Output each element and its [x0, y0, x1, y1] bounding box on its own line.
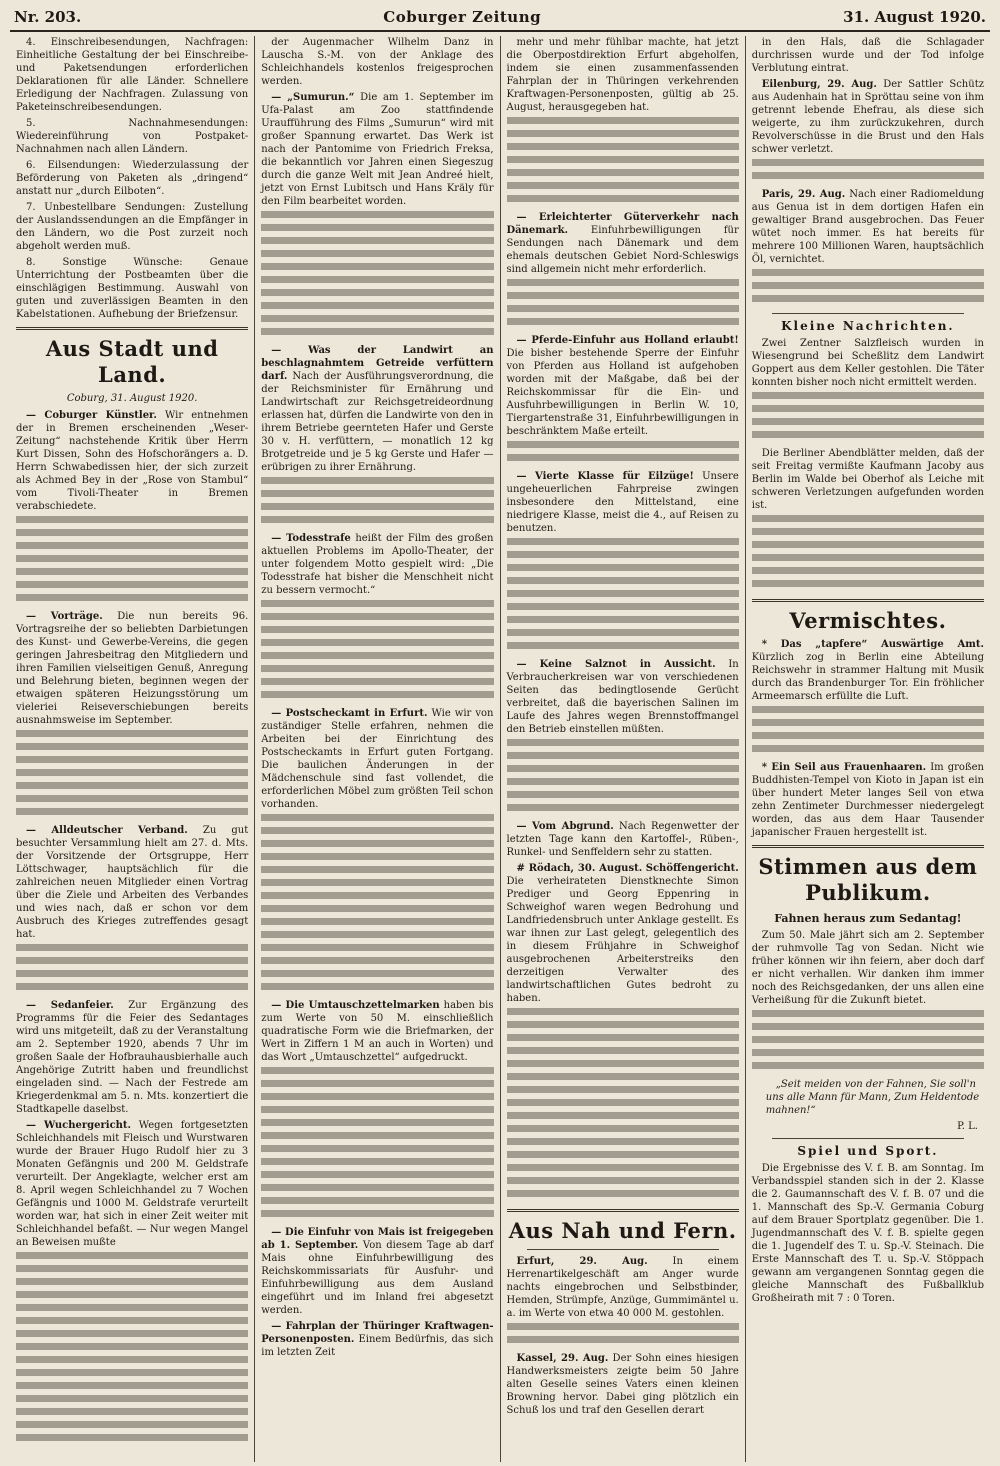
article-landwirt [261, 344, 493, 474]
article-body: Nach der Ausführungsverordnung, die der Reichsminister für Ernährung und Landwirtschaft zur Reichsgetreideordnung erlassen hat, dürfen die Landwirte von den in ihrem Betriebe geernteten Hafer und Gerste 30 v. H. verfüttern, — monatlich 12 kg Brotgetreide und je 5 kg Gerste und Hafer — erübrigen zu ihrer Ernährung. [261, 371, 494, 473]
divider [752, 599, 984, 602]
illegible-text [507, 538, 739, 655]
article-eilenburg [752, 78, 984, 156]
masthead [10, 8, 990, 32]
divider [16, 327, 248, 330]
article-heading: — Vom Abgrund. [516, 821, 614, 832]
dateline: Coburg, 31. August 1920. [66, 393, 198, 404]
issue-date: 31. August 1920. [843, 8, 986, 26]
poem-lines: „Seit meiden von der Fahnen, Sie soll'n uns alle Mann für Mann, Zum Heldentode mahnen!“ [765, 1079, 980, 1116]
illegible-text [261, 814, 493, 996]
divider [527, 1249, 719, 1250]
article-umtausch [261, 999, 493, 1064]
article-heading: — Postscheckamt in Erfurt. [271, 708, 428, 719]
article-daenemark [507, 211, 739, 276]
illegible-text [16, 730, 248, 821]
article-body: haben bis zum Werte von 50 M. einschließlich quadratische Form wie die Briefmarken, der Wert in Ziffern 1 M an auch in Worten) und das Wort „Umtauschzettel“ aufgedruckt. [261, 1000, 494, 1063]
article-body: Zur Ergänzung des Programms für die Feier des Sedantages wird uns mitgeteilt, daß zu der Veranstaltung am 2. September 1920, abends 7 Uhr im großen Saale der Hofbrauhausbierhalle auch Angehörige Zutritt haben und freundlichst eingeladen sind. — Nach der Festrede am Kriegerdenkmal am 5. n. Mts. konzertiert die Stadtkapelle daselbst. [16, 1000, 249, 1115]
article-body: Die bisher bestehende Sperre der Einfuhr von Pferden aus Holland ist aufgehoben worden mit der Maßgabe, daß bei der Reichskommissar für die Ein- und Ausfuhrbewilligungen in Berlin W. 10, Tiergartenstraße 31, Einfuhrbewilligungen in beschränktem Maße erteilt. [506, 348, 739, 437]
illegible-text [261, 1067, 493, 1223]
illegible-text [507, 1008, 739, 1203]
article-heading: Eilenburg, 29. Aug. [761, 79, 877, 90]
article-body: Wie wir von zuständiger Stelle erfahren, nehmen die Arbeiten bei der Einrichtung des Postscheckamts in Erfurt guten Fortgang. Die baulichen Änderungen in der Mädchenschule sind fast vollendet, die erforderlichen Möbel zum größten Teil schon vorhanden. [261, 708, 494, 810]
article-body: Im großen Buddhisten-Tempel von Kioto in Japan ist ein über hundert Meter langes Seil von etwa zehn Zentimeter Durchmesser niedergelegt worden, das aus dem Haar Tausender japanischer Frauen hergestellt ist. [751, 762, 984, 838]
article-heading: — Vorträge. [26, 611, 103, 622]
illegible-text [507, 279, 739, 331]
issue-number: Nr. 203. [14, 8, 82, 26]
brief-item: Die Berliner Abendblätter melden, daß der seit Freitag vermißte Kaufmann Jacoby aus Berlin im Walde bei Oberhof als Leiche mit schweren Verletzungen aufgefunden worden ist. [751, 448, 984, 511]
illegible-text [752, 392, 984, 444]
postal-item-4: 4. Einschreibesendungen, Nachfragen: Einheitliche Gestaltung der bei Einschreibe- und Paketsendungen erforderlichen Deklarationen für alle Länder. Schnellere Erledigung der Nachfragen. Zulassung von Paketeinschreibesendungen. [16, 37, 249, 113]
article-body: Der Sattler Schütz aus Audenhain hat in Spröttau seine von ihm getrennt lebende Ehefrau, als diese sich weigerte, zu ihm zurückzukehren, durch Revolverschüsse in die Brust und den Hals schwer verletzt. [751, 79, 984, 155]
article-heading: — Todesstrafe [271, 533, 351, 544]
article-body: Wir entnehmen der in Bremen erscheinenden „Weser-Zeitung“ nachstehende Kritik über Herrn Kurt Dissen, Sohn des Hofschorängers a. D. Herrn Schwabedissen hier, der sich zurzeit als Achmed Bey in der „Rose von Stambul“ vom Tivoli-Theater in Bremen verabschiedete. [16, 410, 249, 512]
article-body: Einfuhrbewilligungen für Sendungen nach Dänemark und dem ehemals deutschen Gebiet Nord-Schleswigs sind allgemein nicht mehr erforderlich. [506, 225, 739, 275]
section-head-kleine: Kleine Nachrichten. [781, 319, 955, 333]
illegible-text [261, 477, 493, 529]
postal-item-5: 5. Nachnahmesendungen: Wiedereinführung von Postpaket-Nachnahmen nach allen Ländern. [16, 118, 249, 155]
section-head-stadt-land: Aus Stadt und Land. [45, 336, 219, 387]
illegible-text [507, 441, 739, 467]
article-kraftwagen [261, 1320, 493, 1359]
article-body: Unsere ungeheuerlichen Fahrpreise zwingen insbesondere den Mittelstand, eine niedrigere Klasse, meist die 4., auf Reisen zu benutzen. [506, 471, 739, 534]
article-heading: — Die Einfuhr von Mais ist freigegeben ab 1. September. [261, 1227, 494, 1251]
section-head-stimmen: Stimmen aus dem Publikum. [758, 854, 978, 905]
article-body: Zu gut besuchter Versammlung hielt am 27. d. Mts. der Vorsitzende der Ortsgruppe, Herr Löttschwager, hauptsächlich für die zahlreichen neuen Mitglieder einen Vortrag über die Ziele und Arbeiten des Verbandes und wies nach, daß er schon vor dem Ausbruch des Krieges zutreffendes gesagt hat. [16, 825, 249, 940]
letter-body: Zum 50. Male jährt sich am 2. September der ruhmvolle Tag von Sedan. Nicht wie früher können wir ihn feiern, aber doch darf er nicht verhallen. Wir danken ihm immer noch des Reichsgedanken, der uns allen eine Verheißung für die Zukunft bietet. [751, 930, 984, 1006]
article-continuation: der Augenmacher Wilhelm Danz in Lauscha S.-M. von der Anklage des Schleichhandels kostenlos freigesprochen werden. [261, 37, 494, 87]
article-body: Nach Regenwetter der letzten Tage kann den Kartoffel-, Rüben-, Runkel- und Senffeldern sehr zu statten. [506, 821, 739, 858]
article-heading: — Erleichterter Güterverkehr nach Dänemark. [506, 212, 739, 236]
article-sedan [16, 999, 248, 1116]
article-heading: — Fahrplan der Thüringer Kraftwagen-Personenposten. [261, 1321, 494, 1345]
section-head-vermischtes: Vermischtes. [789, 608, 947, 633]
sport-report: Die Ergebnisse des V. f. B. am Sonntag. Im Verbandsspiel standen sich in der 2. Klasse die 2. Gaumannschaft des V. f. B. 07 und die 1. Mannschaft des Sp.-V. Germania Coburg auf dem Brauer Sportplatz gegenüber. Die 1. Jugendmannschaft des V. f. B. spielte gegen die 1. Jugendelf des T. u. Sp.-V. Steinach. Die Erste Mannschaft des T. u. Sp.-V. Stöppach gewann am vergangenen Sonntag gegen die gleiche Mannschaft des Fußballklub Großheirath mit 7 : 0 Toren. [751, 1163, 984, 1304]
column-4 [746, 36, 990, 1462]
newspaper-title: Coburger Zeitung [383, 8, 542, 26]
article-body: Der Sohn eines hiesigen Handwerksmeisters zeigte beim 50 Jahre alten Geselle seines Vaters einen kleinen Browning hervor. Dabei ging plötzlich ein Schuß los und traf den Gesellen derart [506, 1353, 739, 1416]
article-heading: — Was der Landwirt an beschlagnahmtem Getreide verfüttern darf. [261, 345, 494, 382]
section-head-nah-fern: Aus Nah und Fern. [508, 1218, 737, 1243]
article-heading: — Alldeutscher Verband. [26, 825, 188, 836]
column-1 [10, 36, 255, 1462]
article-body: In einem Herrenartikelgeschäft am Anger wurde nachts eingebrochen und Selbstbinder, Hemden, Strümpfe, Anzüge, Gummimäntel u. a. im Werte von etwa 40 000 M. gestohlen. [506, 1256, 739, 1319]
article-erfurt [507, 1255, 739, 1320]
article-scheckamt [261, 707, 493, 811]
article-heading: — Sedanfeier. [26, 1000, 114, 1011]
article-heading: — „Sumurun.“ [271, 92, 355, 103]
article-continuation: mehr und mehr fühlbar machte, hat jetzt die Oberpostdirektion Erfurt abgeholfen, indem sie einen zusammenfassenden Fahrplan der in Thüringen verkehrenden Kraftwagen-Personenposten, gültig ab 25. August, herausgegeben hat. [506, 37, 739, 113]
article-todesstrafe [261, 532, 493, 597]
article-subheading: Schöffengericht. [645, 863, 739, 874]
divider [507, 1209, 739, 1212]
article-salz [507, 658, 739, 736]
article-paris [752, 188, 984, 266]
article-heading: — Vierte Klasse für Eilzüge! [516, 471, 694, 482]
brief-item: Zwei Zentner Salzfleisch wurden in Wiesengrund bei Scheßlitz dem Landwirt Goppert aus dem Keller gestohlen. Die Täter konnten bisher noch nicht ermittelt werden. [751, 338, 984, 388]
article-heading: — Coburger Künstler. [26, 410, 157, 421]
article-body: Die nun bereits 96. Vortragsreihe der so beliebten Darbietungen des Kunst- und Gewerbe-Vereins, die gegen geringen Jahresbeitrag den Mitgliedern und ihren Familien vielseitigen Genuß, Anregung und Belehrung bieten, beginnen wegen der etwaigen späteren Heizungsstörung um vieleriei Reiseverschiebungen bereits ausnahmsweise im September. [16, 611, 249, 726]
divider [772, 313, 964, 314]
article-body: Einem Bedürfnis, das sich im letzten Zeit [261, 1334, 494, 1358]
illegible-text [507, 1323, 739, 1349]
article-heading: Erfurt, 29. Aug. [516, 1256, 648, 1267]
article-klasse [507, 470, 739, 535]
illegible-text [507, 739, 739, 817]
article-sumurun [261, 91, 493, 208]
columns [10, 36, 990, 1462]
article-abgrund [507, 820, 739, 859]
divider [772, 1138, 964, 1139]
article-body: Wegen fortgesetzten Schleichhandels mit Fleisch und Wurstwaren wurde der Brauer Hugo Rudolf hier zu 3 Monaten Gefängnis und 200 M. Geldstrafe verurteilt. Der Angeklagte, welcher erst am 8. April wegen Schleichhandel zu 7 Wochen Gefängnis und 1000 M. Geldstrafe verurteilt worden war, hat sich in einer Zeit weiter mit Schleichhandel befaßt. — Nur wegen Mangel an Beweisen mußte [16, 1120, 249, 1248]
article-heading: * Ein Seil aus Frauenhaaren. [761, 762, 927, 773]
article-kuenstler [16, 409, 248, 513]
article-heading: # Rödach, 30. August. [516, 863, 643, 874]
postal-item-6: 6. Eilsendungen: Wiederzulassung der Beförderung von Paketen als „dringend“ anstatt nur „durch Eilboten“. [16, 160, 249, 197]
illegible-text [16, 944, 248, 996]
article-heading: Paris, 29. Aug. [761, 189, 846, 200]
article-heading: — Keine Salznot in Aussicht. [516, 659, 716, 670]
column-2 [255, 36, 500, 1462]
column-3 [501, 36, 746, 1462]
illegible-text [752, 515, 984, 593]
article-heading: — Die Umtauschzettelmarken [271, 1000, 440, 1011]
article-kassel [507, 1352, 739, 1417]
article-heading: Kassel, 29. Aug. [516, 1353, 609, 1364]
divider [752, 845, 984, 848]
article-body: Kürzlich zog in Berlin eine Abteilung Reichswehr in strammer Haltung mit Musik durch das Brandenburger Tor. Ein fröhlicher Armeemarsch erfüllte die Luft. [751, 652, 984, 702]
article-continuation: in den Hals, daß die Schlagader durchrissen wurde und der Tod infolge Verblutung eintrat. [751, 37, 984, 74]
illegible-text [752, 269, 984, 308]
illegible-text [16, 1252, 248, 1447]
section-head-sport: Spiel und Sport. [797, 1144, 939, 1158]
article-body: heißt der Film des großen aktuellen Problems im Apollo-Theater, der unter folgendem Motto gespielt wird: „Die Todesstrafe hat bisher die Menschheit nicht zu bessern vermocht.“ [261, 533, 494, 596]
article-heading: — Wuchergericht. [26, 1120, 132, 1131]
illegible-text [752, 706, 984, 758]
illegible-text [752, 159, 984, 185]
article-body: Nach einer Radiomeldung aus Genua ist in dem dortigen Hafen ein gewaltiger Brand ausgebrochen. Das Feuer wütet noch immer. Es hat bereits für mehrere 100 Millionen Waren, hauptsächlich Öl, vernichtet. [751, 189, 984, 265]
illegible-text [752, 1010, 984, 1075]
letter-heading: Fahnen heraus zum Sedantag! [774, 912, 962, 925]
illegible-text [261, 211, 493, 341]
article-roedach [507, 862, 739, 1005]
article-seil [752, 761, 984, 839]
article-body: Die verheirateten Dienstknechte Simon Prediger und Georg Eppenring in Schweighof waren wegen Bedrohung und Landfriedensbruch unter Anklage gestellt. Es war ihnen zur Last gelegt, gelegentlich des in diesem Frühjahre in Schweighof ausgebrochenen Arbeiterstreiks den derzeitigen Verwalter des landwirtschaftlichen Gutes bedroht zu haben. [506, 876, 739, 1004]
article-tapfer [752, 638, 984, 703]
article-body: Die am 1. September im Ufa-Palast am Zoo stattfindende Uraufführung des Films „Sumurun“ wird mit großer Spannung erwartet. Das Werk ist nach der Pantomime von Friedrich Freksa, die bekanntlich vor Jahren einen Siegeszug durch die ganze Welt mit Jean Andreé hielt, jetzt von Ernst Lubitsch und Hans Kräly für den Film bearbeitet worden. [261, 92, 494, 207]
illegible-text [16, 516, 248, 607]
illegible-text [261, 600, 493, 704]
postal-item-8: 8. Sonstige Wünsche: Genaue Unterrichtung der Postbeamten über die einschlägigen Bestimmung. Auswahl von guten und zuverlässigen Beamten in den Kabelstationen. Aufhebung der Briefzensur. [16, 257, 249, 320]
article-body: Von diesem Tage ab darf Mais ohne Einfuhrbewilligung des Reichskommissariats für Ausfuhr- und Einfuhrbewilligung aus dem Ausland eingeführt und im Inland frei abgesetzt werden. [261, 1240, 494, 1316]
article-body: In Verbraucherkreisen war von verschiedenen Seiten das bedingtlosende Gerücht verbreitet, daß die bayerischen Salinen im Laufe des Jahres wegen Brennstoffmangel den Betrieb einstellen müßten. [506, 659, 739, 735]
article-pferde [507, 334, 739, 438]
illegible-text [507, 117, 739, 208]
article-heading: — Pferde-Einfuhr aus Holland erlaubt! [516, 335, 739, 346]
article-heading: * Das „tapfere“ Auswärtige Amt. [761, 639, 984, 650]
article-mais [261, 1226, 493, 1317]
letter-signature: P. L. [957, 1121, 978, 1132]
article-vortraege [16, 610, 248, 727]
article-alldeutsch [16, 824, 248, 941]
article-wucher [16, 1119, 248, 1249]
postal-item-7: 7. Unbestellbare Sendungen: Zustellung der Auslandssendungen an die Empfänger in den Ländern, wo die Post zurzeit noch abgeholt werden muß. [16, 202, 249, 252]
